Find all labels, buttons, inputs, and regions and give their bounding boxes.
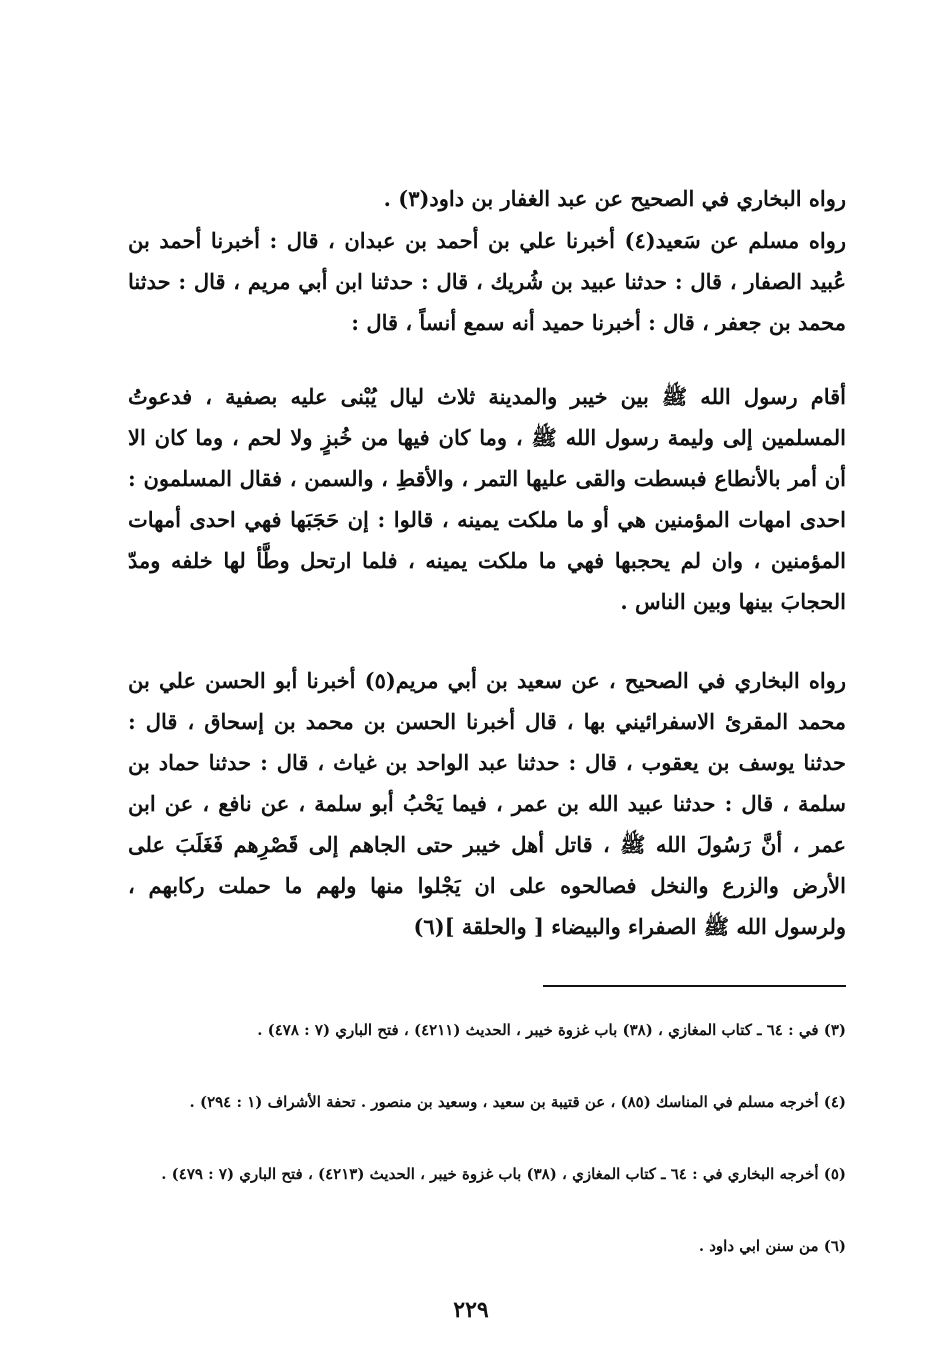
footnote-5: (٥) أخرجه البخاري في : ٦٤ ـ كتاب المغازي ، (٣٨) باب غزوة خيبر ، الحديث (٤٢١٣) ، فتح الباري (٧ : ٤٧٩) . — [161, 1165, 846, 1183]
page-number: ٢٢٩ — [453, 1297, 489, 1323]
paragraph-3-hadith: أقام رسول الله ﷺ بين خيبر والمدينة ثلاث ليال يُبْنى عليه بصفية ، فدعوتُ المسلمين إلى وليمة رسول الله ﷺ ، وما كان فيها من خُبزٍ ولا لحم ، وما كان الا أن أمر بالأنطاع فبسطت والقى عليها التمر ، والأقطِ ، والسمن ، فقال المسلمون : احدى امهات المؤمنين هي أو ما ملكت يمينه ، قالوا : إن حَجَبَها فهي احدى أمهات المؤمنين ، وان لم يحجبها فهي ما ملكت يمينه ، فلما ارتحل وطَّأ لها خلفه ومدّ الحجابَ بينها وبين الناس . — [128, 384, 846, 614]
paragraph-4: رواه البخاري في الصحيح ، عن سعيد بن أبي مريم(٥) أخبرنا أبو الحسن علي بن محمد المقرئ الاسفرائيني بها ، قال أخبرنا الحسن بن محمد بن إسحاق ، قال : حدثنا يوسف بن يعقوب ، قال : حدثنا عبد الواحد بن غياث ، قال : حدثنا حماد بن سلمة ، قال : حدثنا عبيد الله بن عمر ، فيما يَحْبُ أبو سلمة ، عن نافع ، عن ابن عمر ، أنَّ رَسُولَ الله ﷺ ، قاتل أهل خيبر حتى الجاهم إلى قَصْرِهم فَغَلَبَ على الأرض والزرع والنخل فصالحوه على ان يَجْلوا منها ولهم ما حملت ركابهم ، ولرسول الله ﷺ الصفراء والبيضاء [ والحلقة ](٦) — [128, 668, 846, 939]
footnote-3: (٣) في : ٦٤ ـ كتاب المغازي ، (٣٨) باب غزوة خيبر ، الحديث (٤٢١١) ، فتح الباري (٧ : ٤٧٨) . — [257, 1021, 846, 1039]
paragraph-1: رواه البخاري في الصحيح عن عبد الغفار بن داود(٣) . — [383, 186, 846, 211]
footnote-separator — [543, 985, 846, 987]
footnote-4: (٤) أخرجه مسلم في المناسك (٨٥) ، عن قتيبة بن سعيد ، وسعيد بن منصور . تحفة الأشراف (١ : ٢٩٤) . — [189, 1093, 846, 1111]
paragraph-2: رواه مسلم عن سَعيد(٤) أخبرنا علي بن أحمد بن عبدان ، قال : أخبرنا أحمد بن عُبيد الصفار ، قال : حدثنا عبيد بن شُريك ، قال : حدثنا ابن أبي مريم ، قال : حدثنا محمد بن جعفر ، قال : أخبرنا حميد أنه سمع أنساً ، قال : — [128, 228, 846, 335]
footnote-6: (٦) من سنن ابي داود . — [698, 1237, 846, 1255]
